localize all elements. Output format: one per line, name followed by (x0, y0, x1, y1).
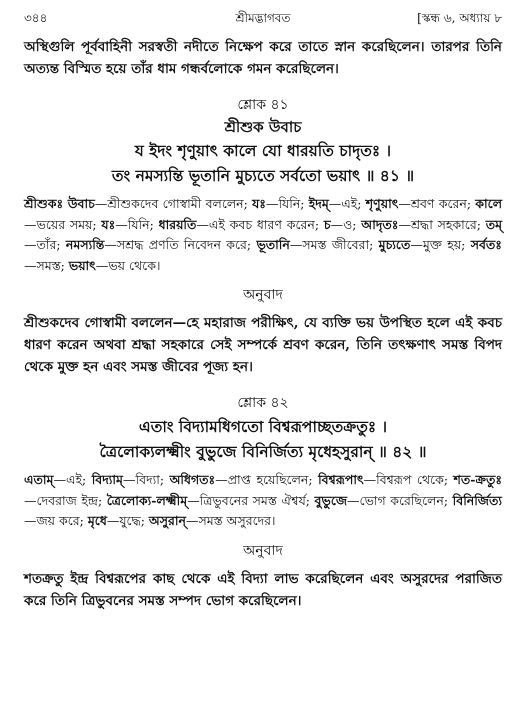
synonym-meaning: —মুক্ত হয়; (410, 237, 471, 252)
page-number: ৩৪৪ (24, 11, 48, 25)
synonym-term: নমস্যন্তি (65, 237, 105, 252)
synonym-term: এতাম্ (24, 472, 54, 487)
synonym-term: শৃণুয়াৎ (365, 196, 399, 211)
synonym-meaning: —যিনি; (265, 196, 309, 211)
verse-41-translation: শ্রীশুকদেব গোস্বামী বললেন—হে মহারাজ পরীক্ষিৎ, যে ব্যক্তি ভয় উপস্থিত হলে এই কবচ ধারণ করেন অথবা শ্রদ্ধা সহকারে সেই সম্পর্কে শ্রবণ করেন, তিনি তৎক্ষণাৎ সমস্ত বিপদ থেকে মুক্ত হন এবং সমস্ত জীবের পূজ্য হন। (24, 315, 502, 375)
synonym-term: শ্রীশুকঃ উবাচ (24, 196, 95, 211)
synonym-meaning: —বিদ্যা; (123, 472, 170, 487)
verse-42-translation: শতক্রতু ইন্দ্র বিশ্বরূপের কাছ থেকে এই বিদ্যা লাভ করেছিলেন এবং অসুরদের পরাজিত করে তিনি ত্রিভুবনের সমস্ত সম্পদ ভোগ করেছিলেন। (24, 570, 502, 609)
synonym-meaning: —এই; (328, 196, 366, 211)
verse-41-translation-heading: অনুবাদ (243, 287, 283, 303)
synonym-term: মৃধে (87, 513, 107, 528)
verse-41-synonyms (24, 194, 502, 276)
synonym-term: যঃ (101, 216, 116, 232)
synonym-meaning: —প্রাপ্ত হয়েছিলেন; (215, 472, 319, 487)
synonym-meaning: —দেবরাজ ইন্দ্র; (24, 492, 107, 508)
synonym-term: ভূতানি (256, 237, 290, 252)
verse-41-line-1: য ইদং শৃণুয়াৎ কালে যো ধারয়তি চাদৃতঃ । (134, 141, 392, 160)
synonym-term: অধিগতঃ (169, 472, 216, 487)
synonym-meaning: —ভোগ করেছিলেন; (347, 492, 453, 508)
synonym-meaning: —শ্রবণ করেন; (398, 196, 476, 211)
verse-42-heading: শ্লোক ৪২ (237, 395, 289, 411)
verse-41-line-2: তং নমস্যন্তি ভূতানি মুচ্যতে সর্বতো ভয়াৎ ॥ ৪১ ॥ (111, 166, 415, 185)
book-title: শ্রীমদ্ভাগবত (235, 11, 291, 25)
synonym-meaning: —বিশ্বরূপ থেকে; (363, 472, 454, 487)
synonym-meaning: —সমস্ত জীবেরা; (289, 237, 379, 252)
synonym-meaning: —যিনি; (115, 216, 159, 232)
synonym-term: ত্রৈলোক্য-লক্ষ্মীম্ (106, 492, 188, 508)
synonym-term: বিশ্বরূপাৎ (318, 472, 364, 487)
synonym-term: ভয়াৎ (68, 257, 96, 273)
synonym-term: ইদম্ (308, 196, 329, 211)
verse-42-translation-heading: অনুবাদ (243, 542, 283, 559)
synonym-meaning: —শ্রীশুকদেব গোস্বামী বললেন; (94, 196, 253, 211)
verse-42-synonyms (24, 470, 502, 532)
synonym-meaning: —ত্রিভুবনের সমস্ত ঐশ্বর্য; (187, 492, 315, 508)
synonym-meaning: —সমস্ত অসুরদের। (185, 513, 276, 528)
book-page (24, 0, 502, 612)
verse-41-heading: শ্লোক ৪১ (237, 97, 289, 113)
synonym-meaning: —এই কবচ ধারণ করেন; (196, 216, 324, 232)
synonym-meaning: —জয় করে; (24, 513, 88, 528)
synonym-meaning: —সশ্রদ্ধ প্রণতি নিবেদন করে; (104, 237, 257, 252)
verse-41-speaker: শ্রীশুক উবাচ (224, 118, 302, 136)
synonym-term: বিনির্জিত্য (452, 492, 502, 508)
synonym-meaning: —যুদ্ধে; (106, 513, 149, 528)
synonym-term: যঃ (252, 196, 266, 211)
synonym-term: মুচ্যতে (378, 237, 411, 252)
synonym-term: বুভুজে (314, 492, 348, 508)
synonym-term: চ (323, 216, 331, 232)
verse-42-line-1: এতাং বিদ্যামধিগতো বিশ্বরূপাচ্ছতক্রতুঃ । (138, 417, 388, 436)
synonym-term: ধারয়তি (158, 216, 197, 232)
synonym-meaning: —শ্রদ্ধা সহকারে; (398, 216, 486, 232)
synonym-term: সর্বতঃ (470, 237, 502, 252)
synonym-term: আদৃতঃ (361, 216, 399, 232)
synonym-term: শত-ক্রতুঃ (453, 472, 502, 487)
synonym-term: তম্ (485, 216, 503, 232)
chapter-reference: [স্কন্ধ ৬, অধ্যায় ৮ (417, 11, 502, 25)
synonym-term: বিদ্যাম্ (91, 472, 123, 487)
intro-paragraph: অস্থিগুলি পূর্ববাহিনী সরস্বতী নদীতে নিক্ষেপ করে তাতে স্নান করেছিলেন। তারপর তিনি অত্যন্ত বিস্মিত হয়ে তাঁর ধাম গন্ধর্বলোকে গমন করেছিলেন। (24, 39, 502, 77)
synonym-meaning: —সমস্ত; (24, 257, 69, 273)
verse-42-line-2: ত্রৈলোক্যলক্ষ্মীং বুভুজে বিনির্জিত্য মৃধেহসুরান্ ॥ ৪২ ॥ (99, 442, 427, 461)
page-header (24, 10, 502, 30)
synonym-term: অসুরান্ (148, 513, 186, 528)
synonym-meaning: —ভয় থেকে। (95, 257, 161, 273)
synonym-meaning: —ভয়ের সময়; (24, 216, 102, 232)
synonym-meaning: —তাঁর; (24, 237, 66, 252)
synonym-meaning: —ও; (330, 216, 362, 232)
synonym-term: কালে (475, 196, 503, 211)
synonym-meaning: —এই; (53, 472, 92, 487)
